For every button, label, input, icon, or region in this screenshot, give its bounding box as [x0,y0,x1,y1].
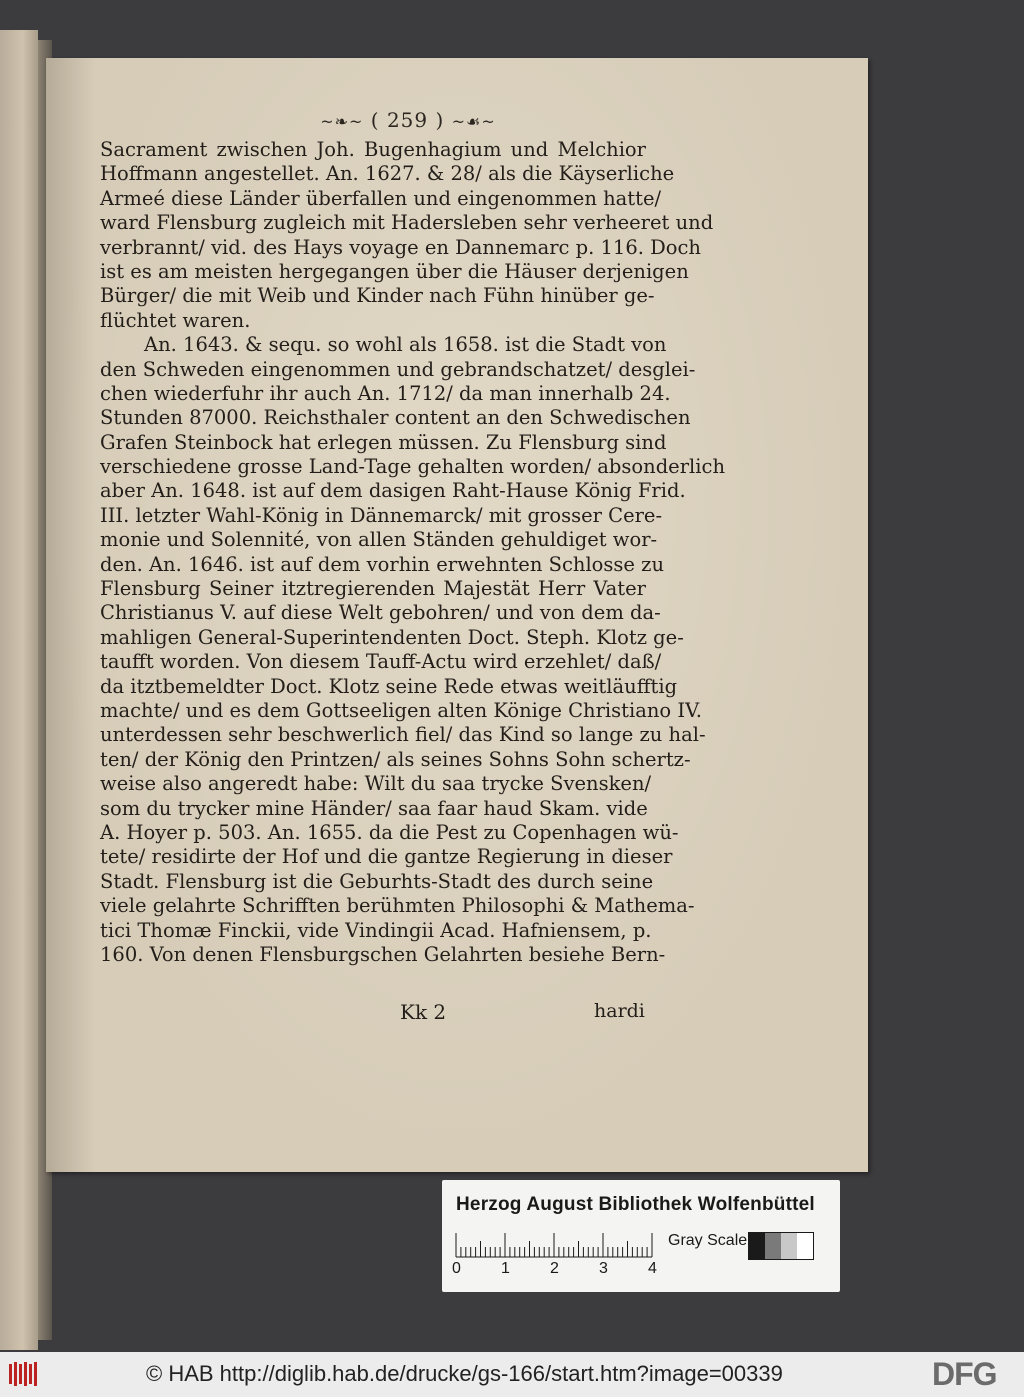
text-line: weise also angeredt habe: Wilt du saa trycke Svensken/ [100,772,652,796]
text-line: den. An. 1646. ist auf dem vorhin erwehnten Schlosse zu [100,552,665,576]
text-line: monie und Solennité, von allen Ständen gehuldiget wor- [100,528,658,552]
text-line: tete/ residirte der Hof und die gantze Regierung in dieser [100,845,673,869]
page-number: ( 259 ) [370,108,445,132]
text-line: Armeé diese Länder überfallen und eingenommen hatte/ [100,186,662,210]
gray-swatch [781,1233,797,1259]
text-line: da itztbemeldter Doct. Klotz seine Rede etwas weitläufftig [100,674,678,698]
catchword: hardi [594,1000,645,1022]
text-line: Stunden 87000. Reichsthaler content an den Schwedischen [100,406,691,430]
text-line: Hoffmann angestellet. An. 1627. & 28/ als die Käyserliche [100,162,675,186]
text-line: som du trycker mine Händer/ saa faar haud Skam. vide [100,796,648,820]
page-text [100,138,725,967]
library-name: Herzog August Bibliothek Wolfenbüttel [456,1194,815,1215]
ruler-number: 4 [648,1260,657,1277]
ornament-left-icon: ~❧~ [320,112,364,131]
text-line: Sacrament zwischen Joh. Bugenhagium und Melchior [100,138,646,161]
text-line: A. Hoyer p. 503. An. 1655. da die Pest zu Copenhagen wü- [100,820,679,844]
text-line: Bürger/ die mit Weib und Kinder nach Fühn hinüber ge- [100,284,655,308]
text-line: III. letzter Wahl-König in Dännemarck/ mit grosser Cere- [100,503,663,527]
signature-mark: Kk 2 [400,1000,447,1024]
text-line: verbrannt/ vid. des Hays voyage en Dannemarc p. 116. Doch [100,235,701,259]
gray-scale-swatches [748,1232,814,1260]
page-header [288,108,528,132]
ruler-numbers [452,1260,672,1280]
footer-bar [0,1352,1024,1397]
text-line: 160. Von denen Flensburgschen Gelahrten besiehe Bern- [100,942,666,966]
text-line: tici Thomæ Finckii, vide Vindingii Acad. Hafniensem, p. [100,918,652,942]
library-label [442,1180,840,1292]
text-line: viele gelahrte Schrifften berühmten Philosophi & Mathema- [100,894,695,918]
text-line: An. 1643. & sequ. so wohl als 1658. ist die Stadt von [144,333,667,357]
text-line: unterdessen sehr beschwerlich fiel/ das Kind so lange zu hal- [100,723,706,747]
ruler-number: 1 [501,1260,510,1277]
text-line: ten/ der König den Printzen/ als seines Sohns Sohn schertz- [100,747,691,771]
text-line: taufft worden. Von diesem Tauff-Actu wird erzehlet/ daß/ [100,650,662,674]
gray-swatch [749,1233,765,1259]
book-page [46,58,868,1172]
text-line: verschiedene grosse Land-Tage gehalten worden/ absonderlich [100,455,725,479]
ruler-number: 3 [599,1260,608,1277]
text-line: flüchtet waren. [100,308,251,332]
text-line: ward Flensburg zugleich mit Hadersleben sehr verheeret und [100,211,714,235]
text-line: Grafen Steinbock hat erlegen müssen. Zu Flensburg sind [100,430,667,454]
text-line: Christianus V. auf diese Welt gebohren/ und von dem da- [100,601,661,625]
dfg-logo: DFG [932,1356,997,1392]
ruler-scale [456,1232,656,1258]
gray-swatch [765,1233,781,1259]
ornament-right-icon: ~☙~ [451,112,496,131]
text-line: den Schweden eingenommen und gebrandschatzet/ desglei- [100,357,696,381]
library-logo-icon [8,1360,42,1388]
text-line: Flensburg Seiner itztregierenden Majestät Herr Vater [100,577,646,601]
copyright-link[interactable]: © HAB http://diglib.hab.de/drucke/gs-166/start.htm?image=00339 [146,1361,783,1386]
ruler-number: 2 [550,1260,559,1277]
left-page-edge [0,30,38,1350]
gray-swatch [797,1233,813,1259]
ruler-number: 0 [452,1260,461,1277]
text-line: ist es am meisten hergegangen über die Häuser derjenigen [100,259,689,283]
text-line: chen wiederfuhr ihr auch An. 1712/ da man innerhalb 24. [100,381,671,405]
text-line: aber An. 1648. ist auf dem dasigen Raht-Hause König Frid. [100,479,686,503]
text-line: mahligen General-Superintendenten Doct. Steph. Klotz ge- [100,625,684,649]
text-line: machte/ und es dem Gottseeligen alten Könige Christiano IV. [100,698,702,722]
gray-scale-label: Gray Scale [668,1232,748,1249]
text-line: Stadt. Flensburg ist die Geburhts-Stadt des durch seine [100,869,654,893]
